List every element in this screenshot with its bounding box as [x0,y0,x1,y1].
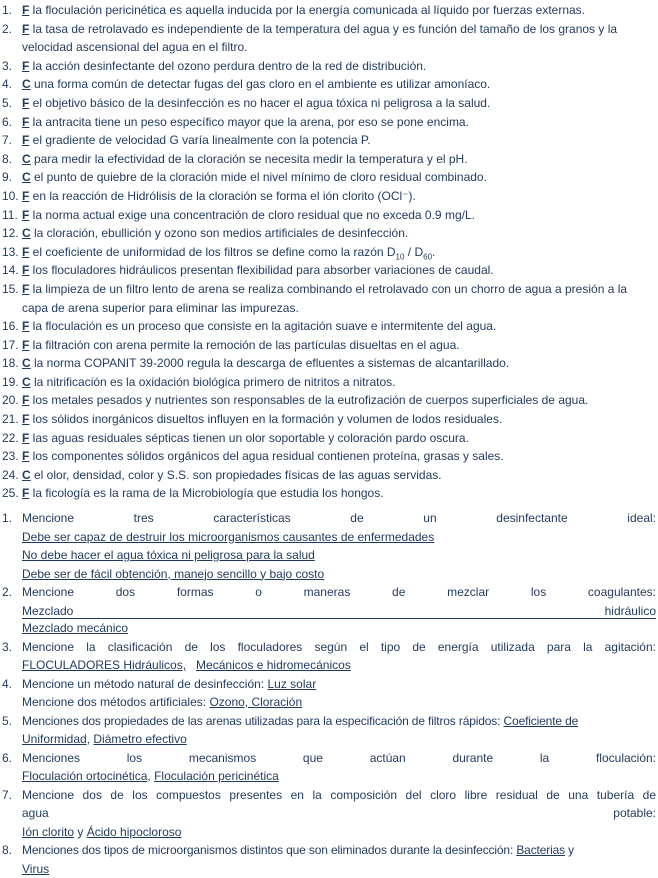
statement-body: la filtración con arena permite la remoción de las partículas disueltas en el agua. [29,337,460,352]
question-text: agua [22,806,49,820]
question-number: 8. [2,843,13,857]
question-text: Mencione dos formas o maneras de mezclar los coagulantes: [22,585,656,599]
statement-text [22,280,658,317]
statement-number: 19. [2,374,19,389]
statement-body: la floculación pericinética es aquella inducida por la energía comunicada al líquido por fuerzas externas. [29,3,586,17]
statement-text [22,410,658,429]
statement-body: el gradiente de velocidad G varía linealmente con la potencia P. [29,133,371,148]
statement-number: 11. [2,207,18,222]
question-text: Menciones dos propiedades de las arenas utilizadas para la especificación de filtros rápidos: [22,713,504,728]
statement-number: 12. [2,226,19,241]
answer-row [0,602,658,621]
statement-body: la tasa de retrolavado es independiente de la temperatura del agua y es función del tamaño de los granos y la velocidad ascensional del agua en el filtro. [22,21,618,55]
question-number: 4. [2,676,13,691]
statement-body: los metales pesados y nutrientes son responsables de la eutrofización de cuerpos superficiales de agua. [29,393,589,408]
question-text: Mencione tres características de un desinfectante ideal: [22,511,656,525]
separator-text: y [565,843,575,857]
statement-body: la norma actual exige una concentración de cloro residual que no exceda 0.9 mg/L. [29,207,475,222]
answer-mark: F [22,281,30,296]
answer-mark: F [22,95,30,110]
statement-number: 3. [2,58,13,73]
statement-row [0,206,658,225]
statement-body: la cloración, ebullición y ozono son medios artificiales de desinfección. [30,226,409,241]
answer-mark: F [22,21,30,36]
question-text: Menciones los mecanismos que actúan durante la floculación: [22,750,656,765]
statement-number: 1. [2,3,13,17]
answer-mark: C [22,374,31,389]
statement-text [22,224,658,243]
statement-row [0,168,658,187]
answer-mark: F [22,3,30,17]
statement-number: 9. [2,170,13,185]
answer-text: Floculación pericinética [154,769,279,783]
answer-mark: F [22,114,30,129]
answer-text: Floculación ortocinética [22,769,148,783]
statement-text [22,150,658,169]
statement-row [0,373,658,392]
true-false-list [0,1,658,503]
statement-row [0,410,658,429]
statement-text [22,354,658,373]
statement-body: el punto de quiebre de la cloración mide el nivel mínimo de cloro residual combinado. [30,170,487,185]
statement-body: la nitrificación es la oxidación biológica primero de nitritos a nitratos. [30,374,396,389]
answer-text: hidráulico [604,603,656,618]
subscript-text: 10 [395,252,405,262]
answer-text: Virus [22,861,50,876]
statement-text [22,168,658,187]
answer-text: Debe ser de fácil obtención, manejo sencillo y bajo costo [22,566,325,581]
statement-body: la acción desinfectante del ozono perdura dentro de la red de distribución. [29,58,427,73]
answer-text: Coeficiente de [503,713,579,728]
statement-text [22,206,658,225]
statement-number: 24. [2,467,19,482]
statement-body: la limpieza de un filtro lento de arena se realiza combinando el retrolavado con un chorro de agua a presión a la capa de arena superior para eliminar las impurezas. [22,281,628,315]
answer-mark: C [22,170,31,185]
statement-text [22,187,658,206]
answer-text: Debe ser capaz de destruir los microorganismos causantes de enfermedades [22,529,435,544]
statement-body: el olor, densidad, color y S.S. son propiedades físicas de las aguas servidas. [30,467,442,482]
statement-row [0,243,658,262]
answer-text: Ión clorito [22,824,75,839]
answer-mark: F [22,263,30,278]
answer-mark: F [22,412,30,427]
statement-text [22,447,658,466]
statement-body: / D [404,244,424,259]
statement-body: las aguas residuales sépticas tienen un olor soportable y coloración pardo oscura. [29,430,469,445]
answer-mark: C [22,226,31,241]
statement-number: 6. [2,114,13,129]
statement-row [0,1,658,20]
answer-text: Mecánicos e hidromecánicos [196,658,351,672]
question-2 [0,583,658,602]
answer-mark: F [22,133,30,148]
statement-number: 20. [2,393,19,408]
separator-text: , [147,769,155,783]
answer-mark: F [22,207,30,222]
answer-mark: C [22,151,31,166]
question-6 [0,749,658,768]
statement-row [0,131,658,150]
statement-number: 18. [2,356,19,371]
statement-number: 7. [2,133,13,148]
answer-text: Luz solar [267,676,317,691]
statement-text [22,466,658,485]
statement-row [0,447,658,466]
question-number: 5. [2,713,13,728]
statement-text [22,113,658,132]
statement-text [22,243,658,262]
question-number: 7. [2,787,13,802]
answer-mark: C [22,467,31,482]
statement-text [22,1,658,20]
question-4 [0,675,658,694]
statement-row [0,466,658,485]
statement-row [0,57,658,76]
statement-text [22,373,658,392]
answer-mark: F [22,58,30,73]
statement-number: 15. [2,281,19,296]
statement-text [22,57,658,76]
question-text: Mencione un método natural de desinfección: [22,676,268,691]
statement-number: 5. [2,95,13,110]
statement-row [0,391,658,410]
question-number: 3. [2,639,13,654]
statement-number: 8. [2,151,13,166]
answer-mark: C [22,77,31,92]
statement-number: 14. [2,263,19,278]
separator-text: y [74,824,87,839]
statement-text [22,317,658,336]
question-3 [0,638,658,657]
statement-number: 23. [2,449,19,464]
statement-body: los componentes sólidos orgánicos del agua residual contienen proteína, grasas y sales. [29,449,504,464]
statement-text [22,94,658,113]
statement-text [22,429,658,448]
statement-number: 22. [2,430,19,445]
answer-mark: F [22,337,30,352]
answer-mark: F [22,244,30,259]
statement-row [0,354,658,373]
statement-number: 17. [2,337,19,352]
question-5 [0,712,658,731]
statement-text [22,336,658,355]
question-text: Mencione dos de los compuestos presentes en la composición del cloro libre residual de una tubería de [22,787,656,802]
statement-body: el objetivo básico de la desinfección es no hacer el agua tóxica ni peligrosa a la salud. [29,95,491,110]
answer-text: Bacterias [516,843,565,857]
answer-mark: F [22,449,30,464]
answer-mark: C [22,356,31,371]
statement-row [0,113,658,132]
statement-number: 25. [2,486,19,501]
separator-text: , [86,732,94,746]
statement-text [22,75,658,94]
answer-text: Ozono, Cloración [209,695,303,709]
question-7-cont [0,804,658,823]
question-number: 1. [2,511,13,525]
statement-body: . [432,244,436,259]
statement-number: 10. [2,188,19,203]
statement-number: 21. [2,412,19,427]
statement-body: la norma COPANIT 39-2000 regula la descarga de efluentes a sistemas de alcantarillado. [30,356,510,371]
statement-row [0,187,658,206]
question-text: potable: [613,806,656,820]
statement-body: la antracita tiene un peso específico mayor que la arena, por eso se pone encima. [29,114,469,129]
subscript-text: 60 [423,252,433,262]
question-8 [0,841,658,860]
statement-number: 13. [2,244,19,259]
statement-body: la floculación es un proceso que consiste en la agitación suave e intermitente del agua. [29,319,497,334]
answer-mark: F [22,430,30,445]
statement-row [0,150,658,169]
question-7 [0,786,658,805]
statement-row [0,261,658,280]
statement-text [22,484,658,503]
answer-text: Uniformidad [22,732,87,746]
answer-text: Diámetro efectivo [93,732,187,746]
question-1 [0,509,658,528]
answer-text: Ácido hipocloroso [86,824,182,839]
statement-row [0,94,658,113]
questions-section [0,509,658,878]
statement-body: la ficología es la rama de la Microbiología que estudia los hongos. [29,486,384,501]
statement-text [22,20,658,57]
statement-number: 2. [2,21,13,36]
statement-body: en la reacción de Hidrólisis de la cloración se forma el ión clorito (OCl⁻). [29,188,416,203]
statement-text [22,261,658,280]
answer-text: Mezclado mecánico [22,621,129,635]
statement-row [0,224,658,243]
answer-mark: F [22,393,30,408]
statement-row [0,336,658,355]
statement-text [22,391,658,410]
question-text: Mencione dos métodos artificiales: [22,695,210,709]
statement-number: 4. [2,77,13,92]
answer-text: No debe hacer el agua tóxica ni peligrosa para la salud [22,548,315,562]
statement-row [0,317,658,336]
question-text: Mencione la clasificación de los floculadores según el tipo de energía utilizada para la agitación: [22,639,656,654]
statement-text [22,131,658,150]
question-text: Menciones dos tipos de microorganismos distintos que son eliminados durante la desinfección: [22,843,517,857]
statement-body: los sólidos inorgánicos disueltos influyen en la formación y volumen de lodos residuales. [29,412,503,427]
statement-body: los floculadores hidráulicos presentan flexibilidad para absorber variaciones de caudal. [29,263,494,278]
statement-row [0,484,658,503]
question-number: 2. [2,585,13,599]
answer-mark: F [22,319,30,334]
answer-text: Mezclado [22,603,74,618]
statement-number: 16. [2,319,19,334]
answer-mark: F [22,486,30,501]
statement-row [0,429,658,448]
statement-body: una forma común de detectar fugas del gas cloro en el ambiente es utilizar amoníaco. [30,77,491,92]
question-number: 6. [2,750,13,765]
answer-mark: F [22,188,30,203]
statement-body: el coeficiente de uniformidad de los filtros se define como la razón D [29,244,396,259]
answer-text: FLOCULADORES Hidráulicos, [22,658,187,672]
statement-row [0,20,658,57]
statement-body: para medir la efectividad de la cloración se necesita medir la temperatura y el pH. [30,151,468,166]
statement-row [0,75,658,94]
statement-row [0,280,658,317]
